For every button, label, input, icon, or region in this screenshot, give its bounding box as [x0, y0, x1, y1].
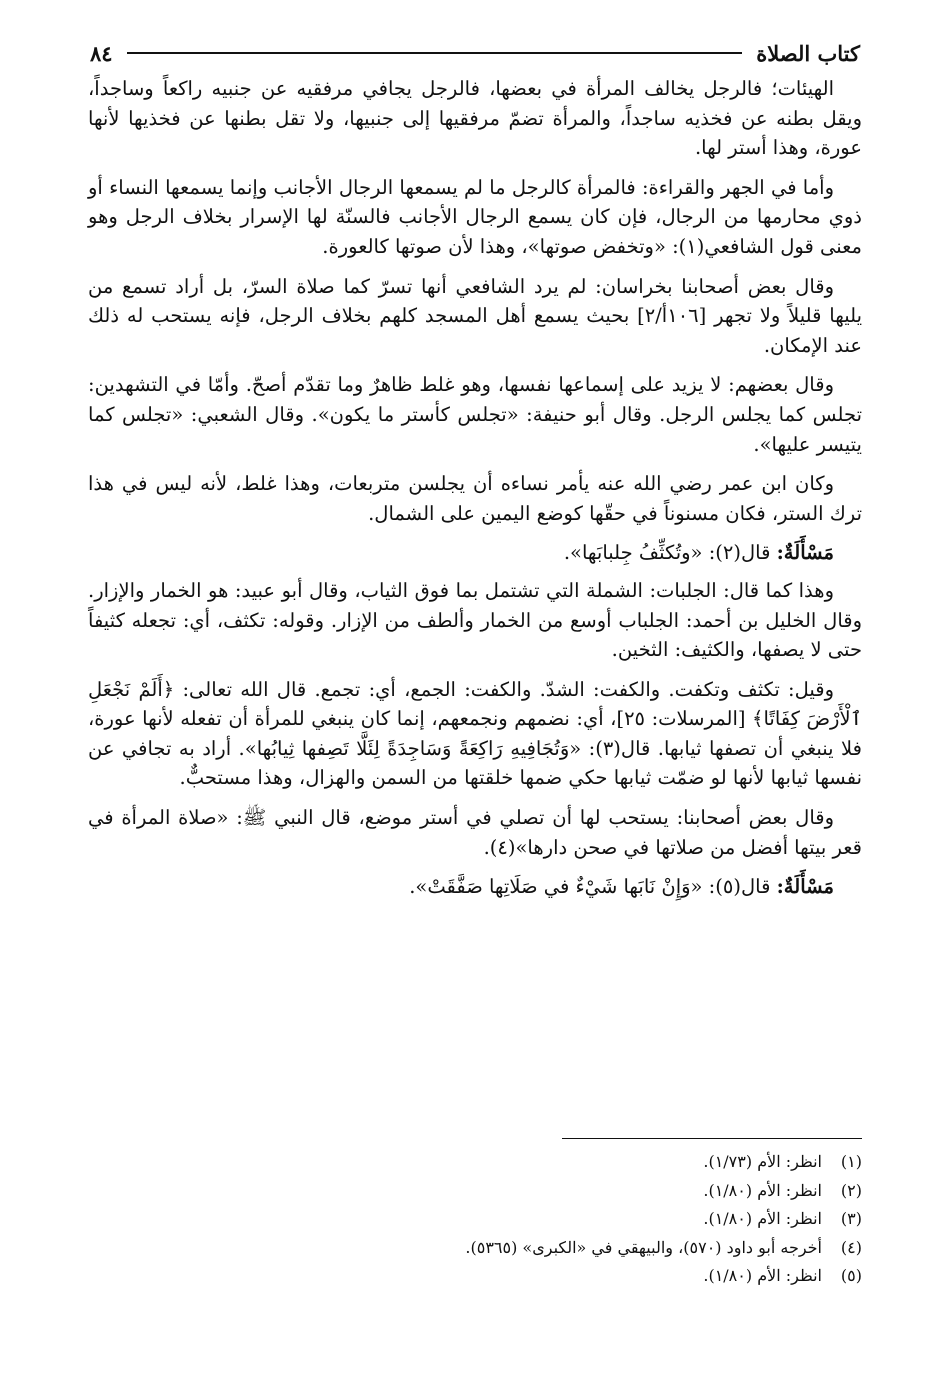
- header-rule: [127, 52, 743, 54]
- footnote-number: (٢): [840, 1180, 862, 1200]
- footnote-number: (٤): [840, 1237, 862, 1257]
- paragraph: وقيل: تكثف وتكفت. والكفت: الشدّ. والكفت: الجمع، أي: تجمع. قال الله تعالى: ﴿أَلَمْ نَجْعَلِ ٱلْأَرْضَ كِفَاتًا﴾ [المرسلات: ٢٥]، أي: نضمهم ونجمعهم، إنما كان ينبغي للمرأة أن تفعله لأنها عورة، فلا ينبغي أن تصفها ثيابها. قال(٣): «وَتُجَافِيهِ رَاكِعَةً وَسَاجِدَةً لِئَلَّا تَصِفها ثِيابُها». أراد به تجافي عن نفسها ثيابها لأنها لو ضمّت ثيابها حكي ضمها خلقتها من السمن والهزال، وهذا مستحبٌّ.: [88, 677, 862, 790]
- footnotes: [88, 1148, 862, 1291]
- footnote-text: أخرجه أبو داود (٥٧٠)، والبيهقي في «الكبرى» (٥٣٦٥).: [465, 1237, 822, 1257]
- footnote-number: (١): [840, 1152, 862, 1171]
- footnote: [88, 1262, 862, 1291]
- masala-label: مَسْأَلَةٌ:: [776, 541, 834, 565]
- footnote: [88, 1205, 862, 1234]
- footnote-text: انظر: الأم (١/٧٣).: [703, 1152, 822, 1171]
- main-text: [88, 74, 862, 910]
- paragraph: وقال بعض أصحابنا بخراسان: لم يرد الشافعي أنها تسرّ كما صلاة السرّ، بل أراد تسمع من يليها قليلاً ولا تجهر [١٠٦أ/٢] بحيث يسمع أهل المسجد كلهم بخلاف الرجل، فإنه يستحب له ذلك عند الإمكان.: [88, 274, 862, 357]
- page-number: ٨٤: [90, 40, 113, 66]
- running-header: [90, 36, 860, 70]
- masala-heading: [88, 538, 862, 568]
- paragraph: وأما في الجهر والقراءة: فالمرأة كالرجل ما لم يسمعها الرجال الأجانب وإنما يسمعها النساء أو ذوي محارمها من الرجال، فإن كان يسمع الرجال الأجانب فالسنّة لها الإسرار بخلاف الرجل وهو معنى قول الشافعي(١): «وتخفض صوتها»، وهذا لأن صوتها كالعورة.: [88, 175, 862, 258]
- masala-label: مَسْأَلَةٌ:: [776, 875, 834, 899]
- paragraph: وهذا كما قال: الجلبات: الشملة التي تشتمل بما فوق الثياب، وقال أبو عبيد: هو الخمار والإزار. وقال الخليل بن أحمد: الجلباب أوسع من الخمار وألطف من الإزار. وقوله: تكثف، أي: تجعله كثيفاً حتى لا يصفها، والكثيف: الثخين.: [88, 578, 862, 662]
- footnote: [88, 1148, 862, 1177]
- footnote-text: انظر: الأم (١/٨٠).: [703, 1209, 822, 1229]
- paragraph: الهيئات؛ فالرجل يخالف المرأة في بعضها، فالرجل يجافي مرفقيه عن جنبيه راكعاً وساجداً، ويقل بطنه عن فخذيه ساجداً، والمرأة تضمّ مرفقيها إلى جنبيها، ولا تقل بطنها عن فخذيها لأنها عورة، وهذا أستر لها.: [88, 77, 862, 160]
- paragraph: وقال بعضهم: لا يزيد على إسماعها نفسها، وهو غلط ظاهرٌ وما تقدّم أصحّ. وأمّا في التشهدين: تجلس كما يجلس الرجل. وقال أبو حنيفة: «تجلس كأستر ما يكون». وقال الشعبي: «تجلس كما يتيسر عليها».: [88, 373, 862, 456]
- masala-text: قال(٥): «وَإِنْ نَابَها شَيْءٌ في صَلَاتِها صَفَّقَتْ».: [409, 875, 771, 899]
- footnote-text: انظر: الأم (١/٨٠).: [703, 1266, 822, 1286]
- footnote-text: انظر: الأم (١/٨٠).: [703, 1180, 822, 1200]
- footnote-separator: [562, 1138, 862, 1139]
- footnote: [88, 1234, 862, 1263]
- chapter-title: كتاب الصلاة: [756, 40, 860, 66]
- masala-heading: [88, 872, 862, 902]
- footnote-number: (٣): [840, 1209, 862, 1229]
- footnote-number: (٥): [840, 1266, 862, 1286]
- masala-text: قال(٢): «وتُكثِّفُ جِلبابَها».: [563, 541, 771, 565]
- paragraph: وكان ابن عمر رضي الله عنه يأمر نساءه أن يجلسن متربعات، وهذا غلط، لأنه ليس في هذا ترك الستر، فكان مسنوناً في حقّها كوضع اليمين على الشمال.: [88, 472, 862, 525]
- footnote: [88, 1177, 862, 1206]
- paragraph: وقال بعض أصحابنا: يستحب لها أن تصلي في أستر موضع، قال النبي ﷺ: «صلاة المرأة في قعر بيتها أفضل من صلاتها في صحن دارها»(٤).: [88, 806, 862, 859]
